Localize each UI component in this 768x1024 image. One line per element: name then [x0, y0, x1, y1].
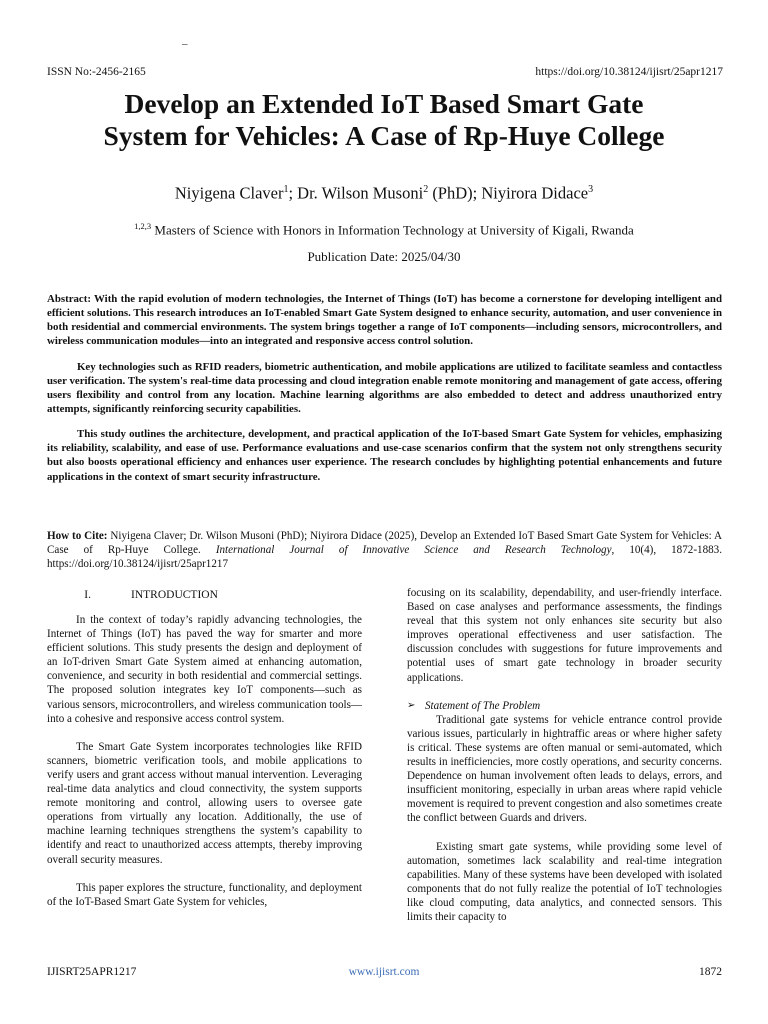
- author-3-sup: 3: [588, 184, 594, 195]
- section-heading-introduction: [47, 588, 362, 602]
- left-column: [47, 588, 362, 923]
- section-number: I.: [84, 589, 91, 601]
- title-line-2: System for Vehicles: A Case of Rp-Huye College: [103, 120, 665, 151]
- abstract: [47, 292, 722, 495]
- intro-paragraph-1: In the context of today’s rapidly advancing technologies, the Internet of Things (IoT) has paved the way for smarter and more efficient solutions. This study presents the design and deployment of an IoT-driven Smart Gate System aimed at enhancing automation, convenience, and security in both residential and commercial settings. The proposed solution integrates key IoT components—such as various sensors, microcontrollers, and wireless communication tools—into a cohesive and responsive access control system.: [47, 614, 362, 725]
- intro-paragraph-2: The Smart Gate System incorporates technologies like RFID scanners, biometric verification tools, and mobile applications to verify users and grant access without manual intervention. Leveraging real-time data analytics and cloud connectivity, the system supports remote monitoring and control, allowing users to oversee gate operations from virtually any location. Additionally, the use of machine learning techniques strengthens the system’s capability to identify and react to unauthorized access attempts, thereby improving overall security measures.: [47, 740, 362, 866]
- doi-header[interactable]: https://doi.org/10.38124/ijisrt/25apr1217: [535, 66, 723, 78]
- author-1-sup: 1: [283, 184, 289, 195]
- paper-title: [40, 88, 728, 152]
- issn-header: ISSN No:-2456-2165: [47, 66, 146, 78]
- publication-date: Publication Date: 2025/04/30: [307, 249, 461, 264]
- intro-paragraph-3-continued: focusing on its scalability, dependability, and user-friendly interface. Based on case analyses and performance assessments, the findings reveal that this system not only enhances site security but also improves operational effectiveness and user satisfaction. The discussion concludes with suggestions for future improvements and potential uses of smart gate technology in broader security applications.: [407, 587, 722, 684]
- abstract-paragraph-1: Abstract: With the rapid evolution of modern technologies, the Internet of Things (IoT) has become a cornerstone for developing intelligent and efficient solutions. This research introduces an IoT-enabled Smart Gate System designed to enhance security, automation, and user convenience in both residential and commercial environments. The system brings together a range of IoT components—including sensors, microcontrollers, and wireless communication modules—into an integrated and responsive access control solution.: [47, 293, 722, 348]
- arrow-bullet-icon: ➢: [407, 699, 416, 711]
- top-mark: –: [182, 38, 188, 50]
- abstract-paragraph-3: This study outlines the architecture, development, and practical application of the IoT-based Smart Gate System for vehicles, emphasizing its reliability, scalability, and ease of use. Performance evaluations and use-case scenarios confirm that the system not only strengthens security but also boosts operational efficiency and enhances user experience. The research concludes by highlighting potential enhancements and future applications in the context of smart security infrastructure.: [47, 428, 722, 483]
- section-title: INTRODUCTION: [131, 589, 218, 601]
- author-list: [40, 180, 728, 204]
- cite-text: Niyigena Claver; Dr. Wilson Musoni (PhD); Niyirora Didace (2025), Develop an Extended IoT Based Smart Gate System for Vehicles: A Case of Rp-Huye College.: [47, 530, 722, 557]
- cite-details: , 10(4), 1872-1883. https://doi.org/10.38124/ijisrt/25apr1217: [47, 544, 722, 571]
- problem-heading: Statement of The Problem: [425, 699, 541, 712]
- how-to-cite: [47, 529, 722, 571]
- affiliation-sup: 1,2,3: [134, 221, 152, 231]
- cite-journal: International Journal of Innovative Science and Research Technology: [215, 544, 612, 557]
- footer-article-id: IJISRT25APR1217: [47, 966, 137, 978]
- intro-paragraph-3: This paper explores the structure, functionality, and deployment of the IoT-Based Smart Gate System for vehicles,: [47, 881, 362, 908]
- affiliation-text: Masters of Science with Honors in Information Technology at University of Kigali, Rwanda: [151, 222, 634, 238]
- footer-website-link[interactable]: www.ijisrt.com: [348, 966, 420, 978]
- abstract-paragraph-2: Key technologies such as RFID readers, biometric authentication, and mobile applications are utilized to facilitate seamless and contactless user verification. The system's real-time data processing and cloud integration enable remote monitoring and management of gate access, offering users flexibility and control from any location. Machine learning algorithms are also embedded to detect and address unauthorized entry attempts, significantly reinforcing security capabilities.: [47, 360, 722, 415]
- author-2-sup: 2: [423, 184, 429, 195]
- affiliation: [40, 218, 728, 238]
- problem-paragraph-1: Traditional gate systems for vehicle entrance control provide various issues, particularly in hightraffic areas or where higher safety is critical. These systems are often manual or semi-automated, which results in inefficiencies, more costly operations, and security concerns. Dependence on human involvement often leads to delays, errors, and insufficient monitoring, especially in urban areas where rapid vehicle movement is required to prevent congestion and also sometimes create the conflict between Guards and drivers.: [407, 713, 722, 825]
- problem-paragraph-2: Existing smart gate systems, while providing some level of automation, sometimes lack scalability and real-time integration capabilities. Many of these systems have been developed with isolated components that do not fully realize the potential of IoT technologies like cloud computing, data analytics, and connected sensors. This limits their capacity to: [407, 840, 722, 923]
- right-column: [407, 586, 722, 938]
- problem-subheading: [407, 699, 722, 713]
- author-1: Niyigena Claver: [174, 183, 284, 203]
- footer-page-number: 1872: [699, 966, 722, 978]
- title-line-1: Develop an Extended IoT Based Smart Gate: [124, 88, 644, 119]
- author-2: ; Dr. Wilson Musoni: [288, 183, 424, 203]
- author-3: (PhD); Niyirora Didace: [428, 183, 589, 203]
- cite-label: How to Cite:: [47, 530, 108, 542]
